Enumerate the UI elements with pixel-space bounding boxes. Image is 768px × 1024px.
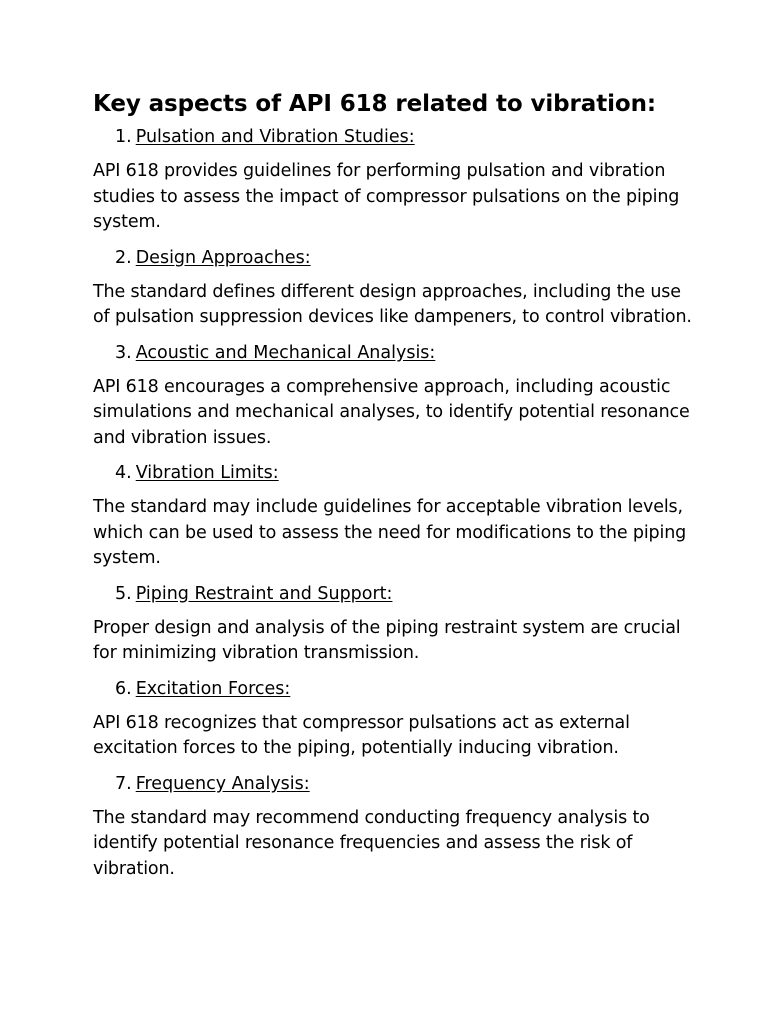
section-body: The standard may include guidelines for acceptable vibration levels, which can be used to assess the need for modifications to the piping system.	[93, 497, 687, 568]
section-number: 5.	[115, 583, 132, 604]
section-6	[93, 677, 693, 762]
section-5	[93, 582, 693, 667]
section-heading-label: Piping Restraint and Support:	[135, 583, 393, 604]
section-body: API 618 provides guidelines for performing pulsation and vibration studies to assess the impact of compressor pulsations on the piping system.	[93, 161, 680, 232]
section-1	[93, 125, 693, 236]
section-4	[93, 461, 693, 572]
section-number: 2.	[115, 247, 132, 268]
section-heading	[93, 125, 693, 149]
section-heading-label: Design Approaches:	[135, 247, 311, 268]
page-title: Key aspects of API 618 related to vibration:	[93, 91, 656, 117]
document-page	[93, 88, 693, 892]
section-heading	[93, 772, 693, 796]
section-3	[93, 341, 693, 452]
section-body: API 618 recognizes that compressor pulsations act as external excitation forces to the piping, potentially inducing vibration.	[93, 712, 630, 758]
section-number: 3.	[115, 342, 132, 363]
section-heading	[93, 246, 693, 270]
section-7	[93, 772, 693, 883]
section-body: Proper design and analysis of the piping restraint system are crucial for minimizing vibration transmission.	[93, 617, 681, 663]
section-number: 7.	[115, 773, 132, 794]
section-heading-label: Pulsation and Vibration Studies:	[135, 127, 415, 147]
section-heading-label: Frequency Analysis:	[135, 773, 310, 794]
section-body: The standard defines different design approaches, including the use of pulsation suppression devices like dampeners, to control vibration.	[93, 281, 692, 327]
section-body: API 618 encourages a comprehensive approach, including acoustic simulations and mechanical analyses, to identify potential resonance and vibration issues.	[93, 376, 690, 448]
section-2	[93, 246, 693, 331]
section-body: The standard may recommend conducting frequency analysis to identify potential resonance frequencies and assess the risk of vibration.	[93, 807, 650, 879]
section-number: 1.	[115, 127, 132, 147]
section-number: 4.	[115, 463, 132, 483]
section-heading	[93, 582, 693, 606]
section-heading	[93, 341, 693, 365]
section-heading	[93, 677, 693, 701]
section-heading-label: Acoustic and Mechanical Analysis:	[135, 342, 436, 363]
section-heading-label: Vibration Limits:	[135, 463, 279, 483]
section-number: 6.	[115, 678, 132, 699]
section-heading	[93, 461, 693, 485]
section-heading-label: Excitation Forces:	[135, 678, 291, 699]
